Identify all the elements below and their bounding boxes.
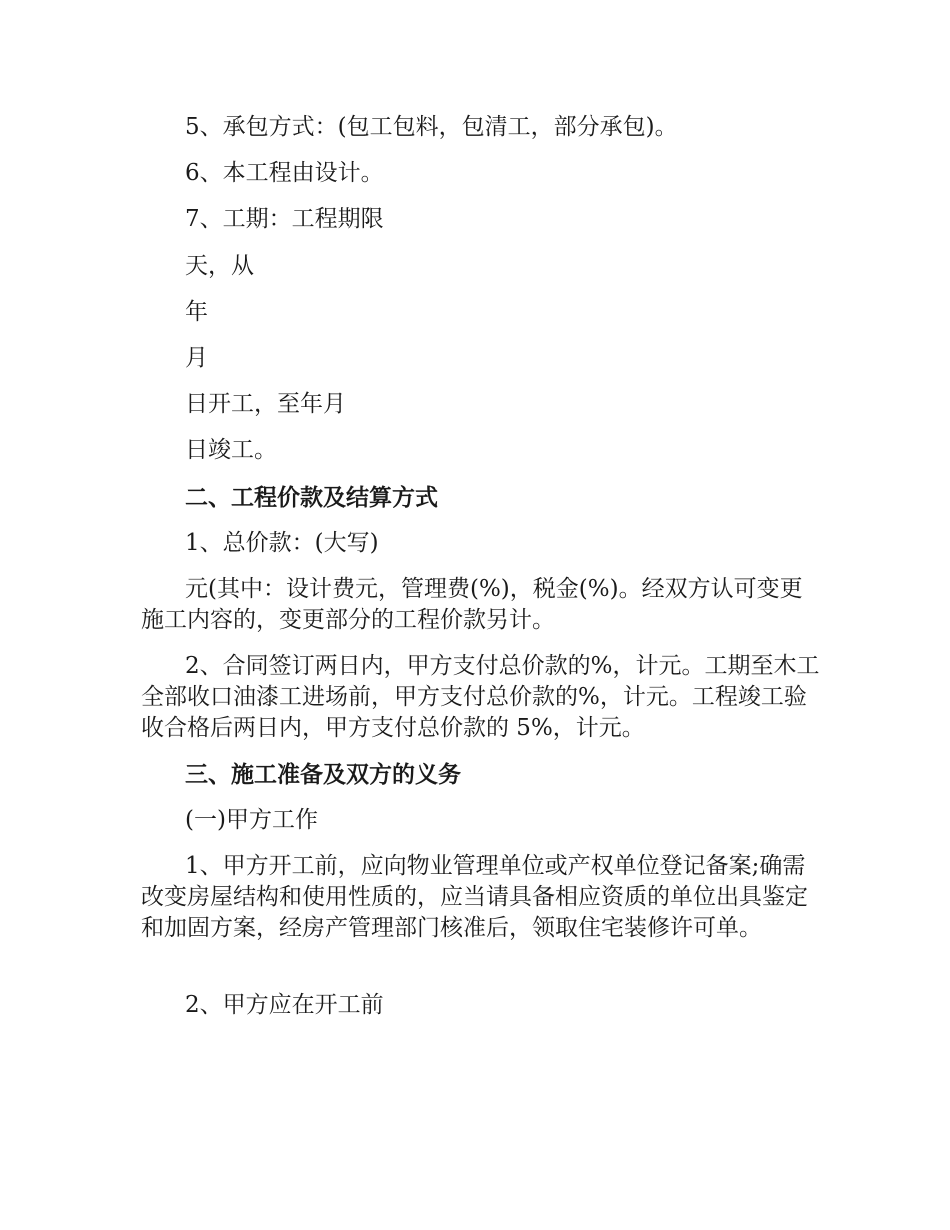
start-day-end-date: 日开工，至年月 (185, 391, 346, 417)
payment-schedule: 2、合同签订两日内，甲方支付总价款的%，计元。工期至木工全部收口油漆工进场前，甲方支付总价款的%，计元。工程竣工验收合格后两日内，甲方支付总价款的 5%，计元。 (141, 653, 820, 741)
item-6-design: 6、本工程由设计。 (185, 160, 384, 186)
party-a-duty-2: 2、甲方应在开工前 (185, 992, 384, 1018)
total-price: 1、总价款：(大写) (185, 530, 379, 556)
section-3-heading: 三、施工准备及双方的义务 (185, 761, 461, 788)
start-year: 年 (185, 299, 208, 325)
start-month: 月 (185, 345, 208, 371)
item-5-contract-mode: 5、承包方式：(包工包料，包清工，部分承包)。 (185, 114, 678, 140)
total-price-detail: 元(其中：设计费元，管理费(%)，税金(%)。经双方认可变更施工内容的，变更部分的工程价款另计。 (141, 576, 803, 633)
finish-day: 日竣工。 (185, 437, 277, 463)
duration-days: 天，从 (185, 253, 254, 279)
section-2-heading: 二、工程价款及结算方式 (185, 484, 438, 511)
party-a-duty-1: 1、甲方开工前，应向物业管理单位或产权单位登记备案;确需改变房屋结构和使用性质的，应当请具备相应资质的单位出具鉴定和加固方案，经房产管理部门核准后，领取住宅装修许可单。 (141, 853, 808, 941)
party-a-subheading: (一)甲方工作 (185, 807, 318, 833)
item-7-duration: 7、工期：工程期限 (185, 206, 384, 232)
